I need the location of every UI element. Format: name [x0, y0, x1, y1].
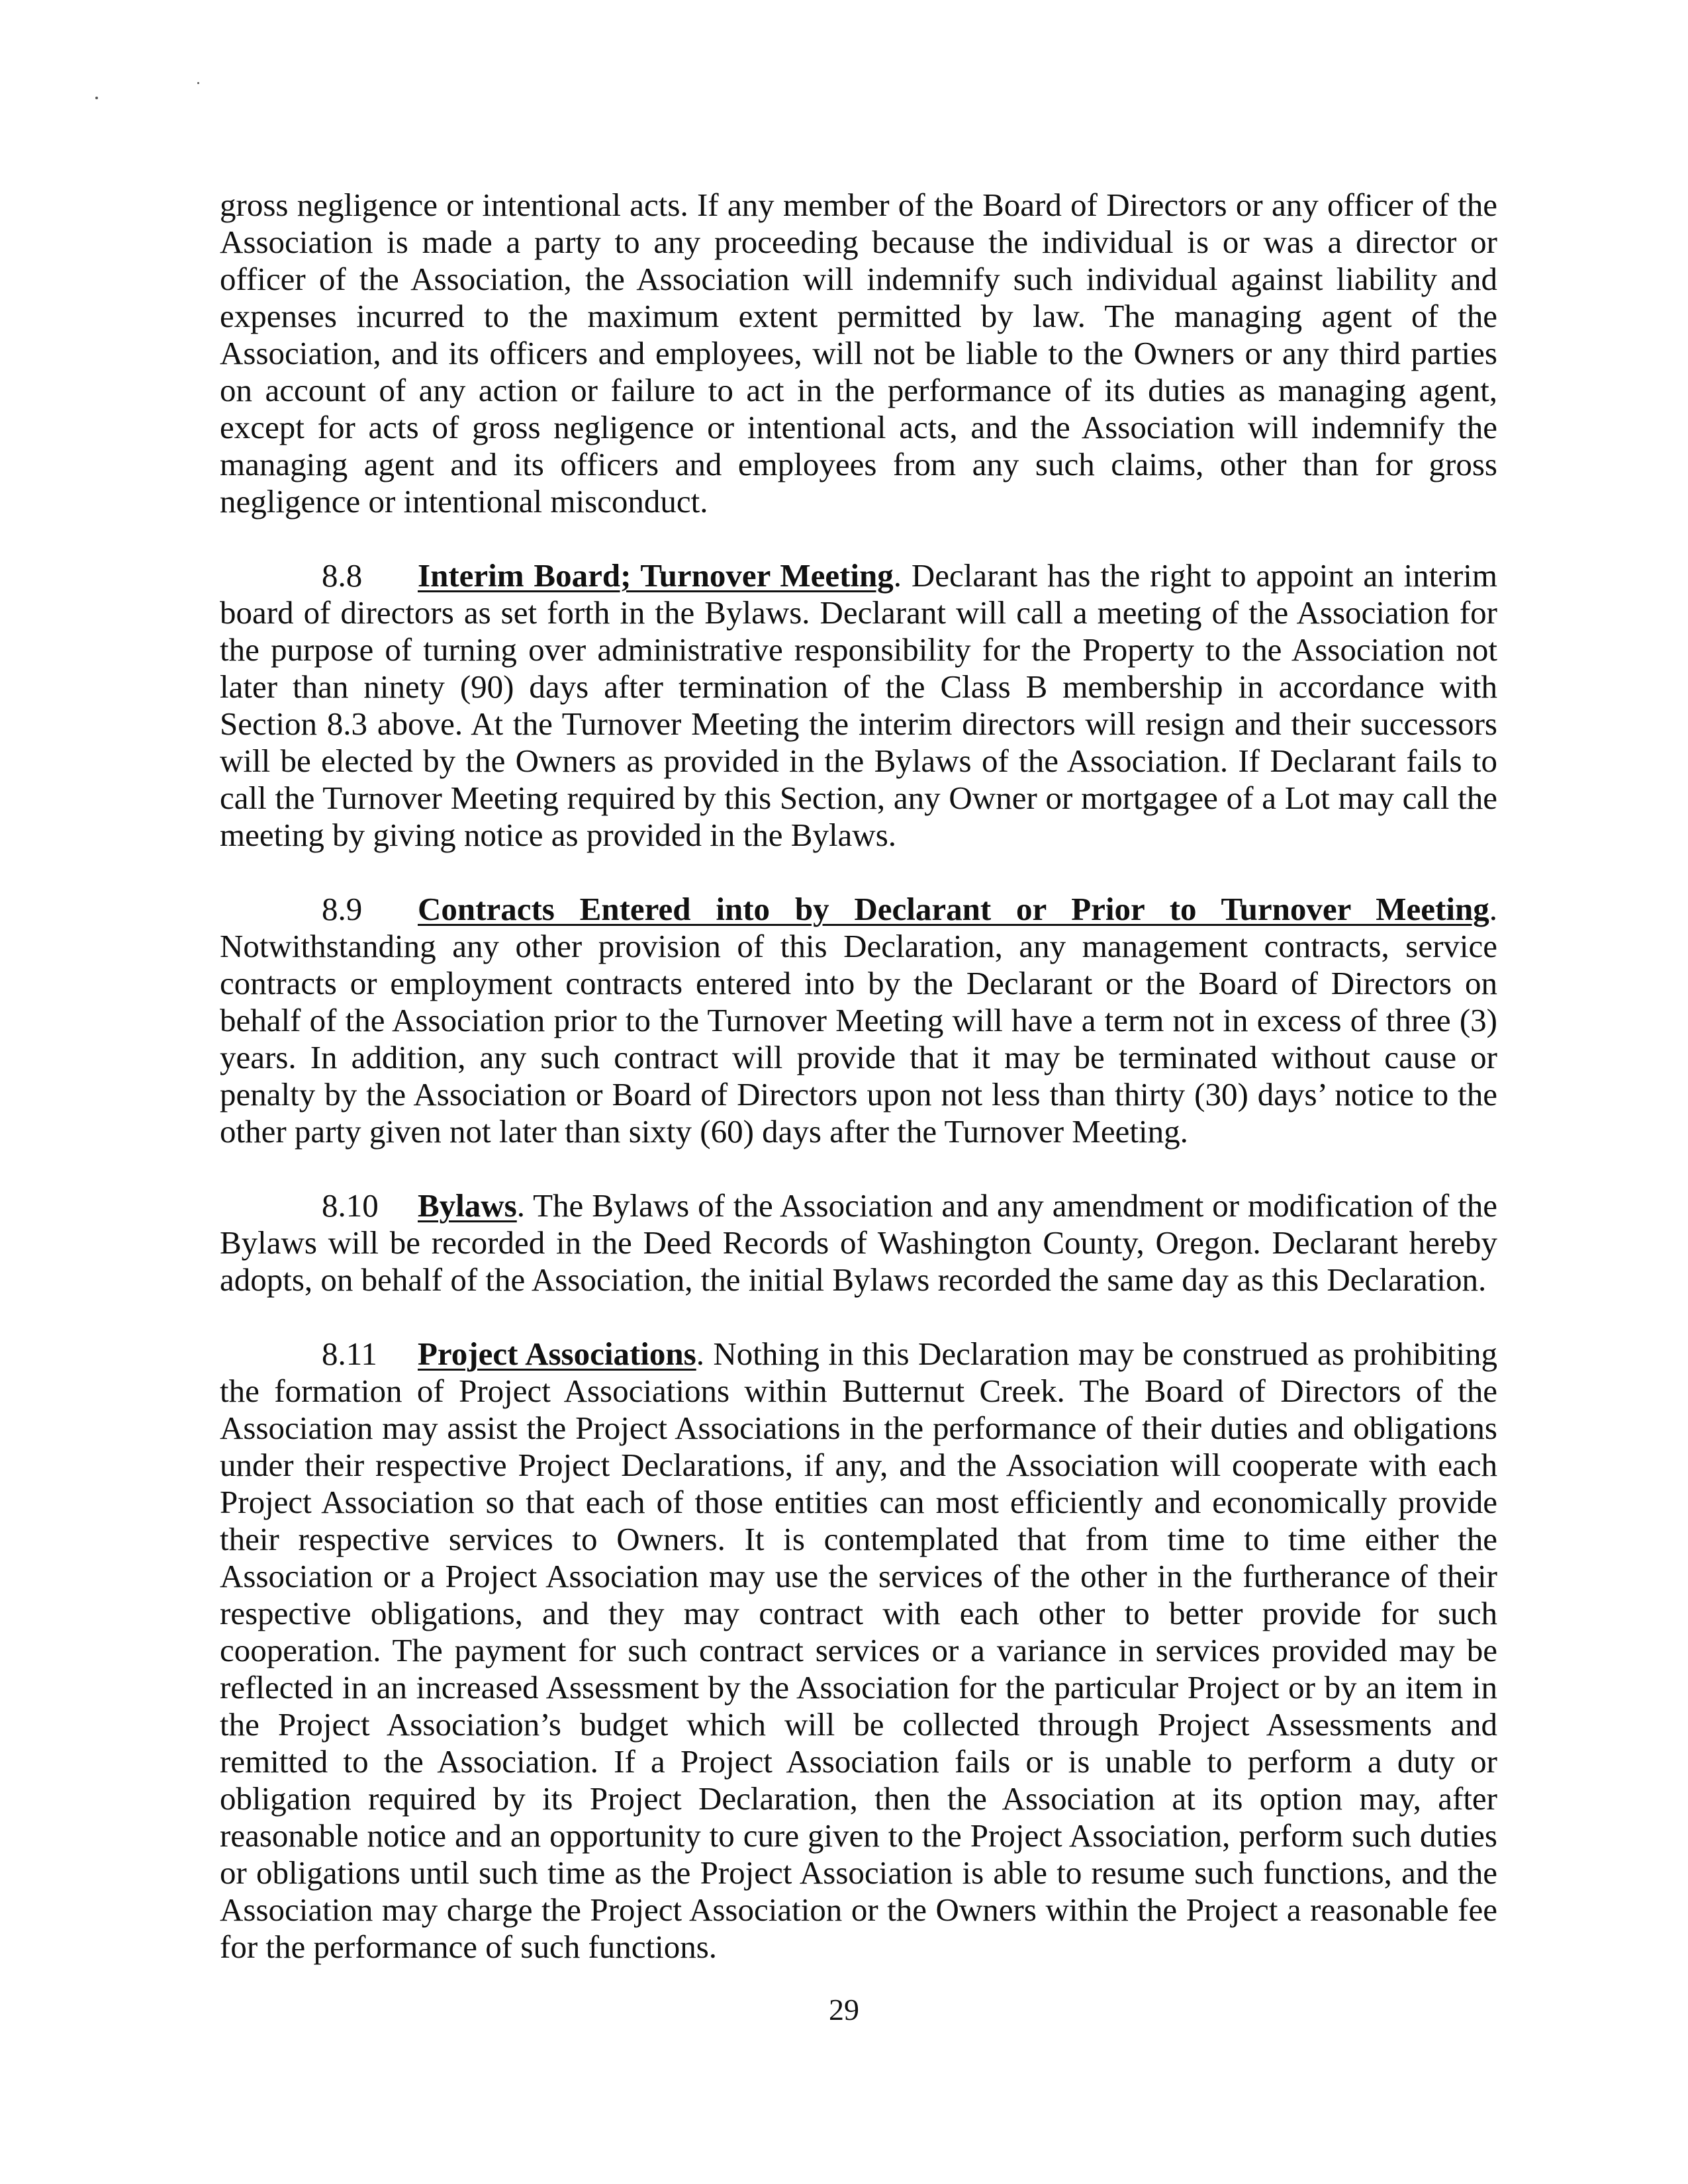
section-title: Interim Board; Turnover Meeting [418, 557, 894, 594]
section-text: Notwithstanding any other provision of this Declaration, any management contracts, service contracts or employment contracts entered into by the Declarant or the Board of Directors on behalf of the Association prior to the Turnover Meeting will have a term not in excess of three (3) years. In addition, any such contract will provide that it may be terminated without cause or penalty by the Association or Board of Directors upon not less than thirty (30) days’ notice to the other party given not later than sixty (60) days after the Turnover Meeting. [220, 928, 1497, 1150]
document-body [220, 187, 1497, 2003]
section-text: Nothing in this Declaration may be construed as prohibiting the formation of Project Associations within Butternut Creek. The Board of Directors of the Association may assist the Project Associations in the performance of their duties and obligations under their respective Project Declarations, if any, and the Association will cooperate with each Project Association so that each of those entities can most efficiently and economically provide their respective services to Owners. It is contemplated that from time to time either the Association or a Project Association may use the services of the other in the furtherance of their respective obligations, and they may contract with each other to better provide for such cooperation. The payment for such contract services or a variance in services provided may be reflected in an increased Assessment by the Association for the particular Project or by an item in the Project Association’s budget which will be collected through Project Assessments and remitted to the Association. If a Project Association fails or is unable to perform a duty or obligation required by its Project Declaration, then the Association at its option may, after reasonable notice and an opportunity to cure given to the Project Association, perform such duties or obligations until such time as the Project Association is able to resume such functions, and the Association may charge the Project Association or the Owners within the Project a reasonable fee for the performance of such functions. [220, 1336, 1498, 1965]
section-number: 8.8 [322, 557, 363, 594]
section-8-10: 8.10 Bylaws. The Bylaws of the Association and any amendment or modification of the Bylaws will be recorded in the Deed Records of Washington County, Oregon. Declarant hereby adopts, on behalf of the Association, the initial Bylaws recorded the same day as this Declaration. [220, 1187, 1498, 1298]
section-number: 8.9 [322, 891, 363, 927]
section-number: 8.10 [322, 1187, 379, 1224]
section-title: Bylaws [418, 1187, 517, 1224]
page-number: 29 [829, 1993, 859, 2026]
section-text: Declarant has the right to appoint an interim board of directors as set forth in the Bylaws. Declarant will call a meeting of the Association for the purpose of turning over administrative responsibility for the Property to the Association not later than ninety (90) days after termination of the Class B membership in accordance with Section 8.3 above. At the Turnover Meeting the interim directors will resign and their successors will be elected by the Owners as provided in the Bylaws of the Association. If Declarant fails to call the Turnover Meeting required by this Section, any Owner or mortgagee of a Lot may call the meeting by giving notice as provided in the Bylaws. [220, 557, 1497, 853]
scan-speck [95, 97, 98, 99]
section-8-8: 8.8 Interim Board; Turnover Meeting. Declarant has the right to appoint an interim board of directors as set forth in the Bylaws. Declarant will call a meeting of the Association for the purpose of turning over administrative responsibility for the Property to the Association not later than ninety (90) days after termination of the Class B membership in accordance with Section 8.3 above. At the Turnover Meeting the interim directors will resign and their successors will be elected by the Owners as provided in the Bylaws of the Association. If Declarant fails to call the Turnover Meeting required by this Section, any Owner or mortgagee of a Lot may call the meeting by giving notice as provided in the Bylaws. [220, 557, 1497, 853]
section-8-11: 8.11 Project Associations. Nothing in this Declaration may be construed as prohibiting the formation of Project Associations within Butternut Creek. The Board of Directors of the Association may assist the Project Associations in the performance of their duties and obligations under their respective Project Declarations, if any, and the Association will cooperate with each Project Association so that each of those entities can most efficiently and economically provide their respective services to Owners. It is contemplated that from time to time either the Association or a Project Association may use the services of the other in the furtherance of their respective obligations, and they may contract with each other to better provide for such cooperation. The payment for such contract services or a variance in services provided may be reflected in an increased Assessment by the Association for the particular Project or by an item in the Project Association’s budget which will be collected through Project Assessments and remitted to the Association. If a Project Association fails or is unable to perform a duty or obligation required by its Project Declaration, then the Association at its option may, after reasonable notice and an opportunity to cure given to the Project Association, perform such duties or obligations until such time as the Project Association is able to resume such functions, and the Association may charge the Project Association or the Owners within the Project a reasonable fee for the performance of such functions. [220, 1336, 1498, 1965]
section-8-9: 8.9 Contracts Entered into by Declarant or Prior to Turnover Meeting. Notwithstanding any other provision of this Declaration, any management contracts, service contracts or employment contracts entered into by the Declarant or the Board of Directors on behalf of the Association prior to the Turnover Meeting will have a term not in excess of three (3) years. In addition, any such contract will provide that it may be terminated without cause or penalty by the Association or Board of Directors upon not less than thirty (30) days’ notice to the other party given not later than sixty (60) days after the Turnover Meeting. [220, 891, 1497, 1150]
section-title: Project Associations [418, 1336, 696, 1372]
scan-speck [197, 82, 199, 84]
section-text: The Bylaws of the Association and any amendment or modification of the Bylaws will be recorded in the Deed Records of Washington County, Oregon. Declarant hereby adopts, on behalf of the Association, the initial Bylaws recorded the same day as this Declaration. [220, 1187, 1498, 1298]
lead-paragraph: gross negligence or intentional acts. If any member of the Board of Directors or any officer of the Association is made a party to any proceeding because the individual is or was a director or officer of the Association, the Association will indemnify such individual against liability and expenses incurred to the maximum extent permitted by law. The managing agent of the Association, and its officers and employees, will not be liable to the Owners or any third parties on account of any action or failure to act in the performance of its duties as managing agent, except for acts of gross negligence or intentional acts, and the Association will indemnify the managing agent and its officers and employees from any such claims, other than for gross negligence or intentional misconduct. [220, 187, 1497, 520]
section-number: 8.11 [322, 1336, 377, 1372]
section-title: Contracts Entered into by Declarant or Prior to Turnover Meeting [418, 891, 1489, 927]
